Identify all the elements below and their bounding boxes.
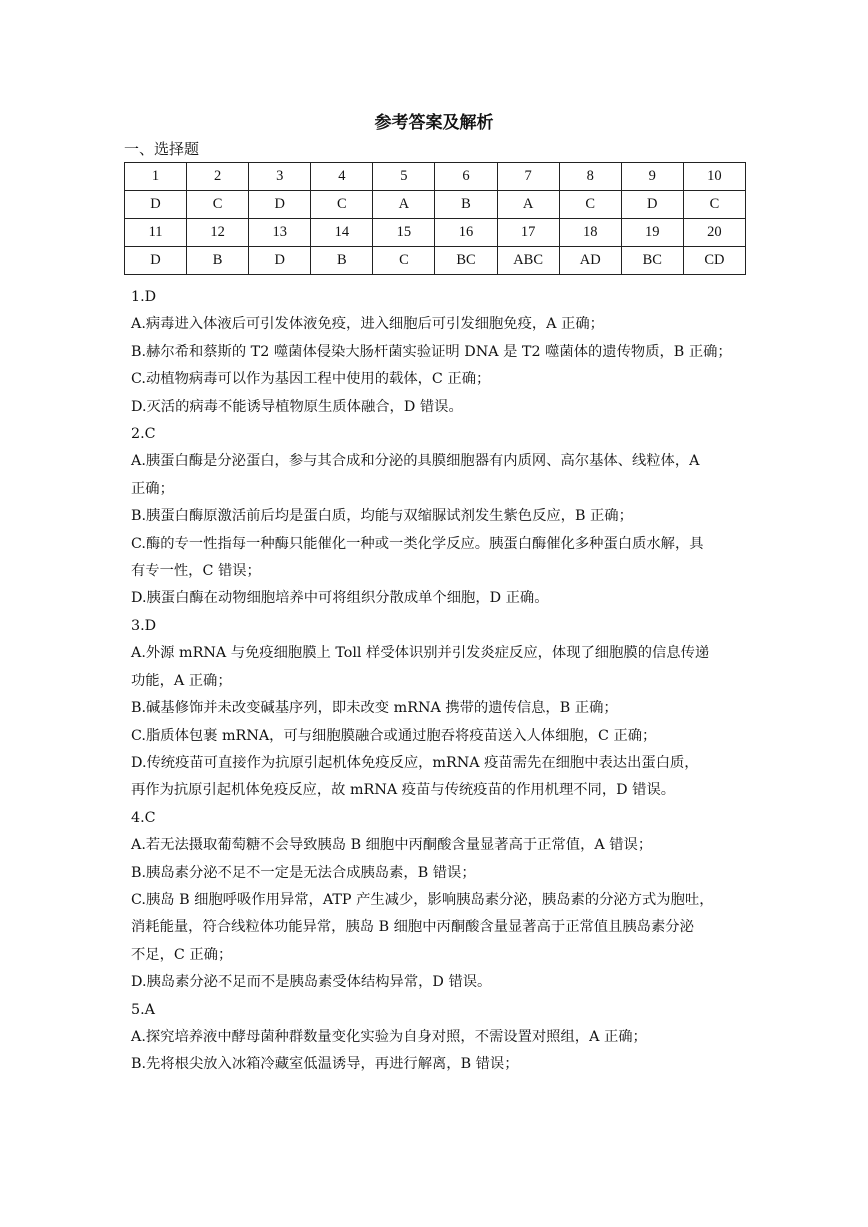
text-line: B.赫尔希和蔡斯的 T2 噬菌体侵染大肠杆菌实验证明 DNA 是 T2 噬菌体的遗传物质，B 正确； <box>131 343 732 360</box>
text-line: C.脂质体包裹 mRNA，可与细胞膜融合或通过胞吞将疫苗送入人体细胞，C 正确； <box>131 727 657 744</box>
text-line: 消耗能量，符合线粒体功能异常，胰岛 B 细胞中丙酮酸含量显著高于正常值且胰岛素分泌 <box>131 919 694 936</box>
text-line: 4.C <box>131 809 156 826</box>
text-line: 不足，C 正确； <box>131 946 233 963</box>
text-line: 正确； <box>131 480 174 497</box>
text-line: B.碱基修饰并未改变碱基序列，即未改变 mRNA 携带的遗传信息，B 正确； <box>131 700 618 717</box>
text-line: C.酶的专一性指每一种酶只能催化一种或一类化学反应。胰蛋白酶催化多种蛋白质水解，具 <box>131 535 704 552</box>
table-cell: D <box>125 191 187 219</box>
table-cell: 16 <box>435 219 497 247</box>
text-line: B.先将根尖放入冰箱冷藏室低温诱导，再进行解离，B 错误； <box>131 1056 519 1073</box>
table-cell: A <box>497 191 559 219</box>
table-cell: C <box>559 191 621 219</box>
table-cell: C <box>311 191 373 219</box>
table-row <box>125 163 746 191</box>
table-cell: 19 <box>621 219 683 247</box>
text-line: A.探究培养液中酵母菌种群数量变化实验为自身对照，不需设置对照组，A 正确； <box>131 1028 647 1045</box>
table-cell: 7 <box>497 163 559 191</box>
table-cell: D <box>125 247 187 275</box>
table-cell: CD <box>683 247 745 275</box>
table-row <box>125 191 746 219</box>
table-cell: 1 <box>125 163 187 191</box>
table-cell: 11 <box>125 219 187 247</box>
table-cell: B <box>187 247 249 275</box>
text-line: C.胰岛 B 细胞呼吸作用异常，ATP 产生减少，影响胰岛素分泌，胰岛素的分泌方式为胞吐， <box>131 891 714 908</box>
text-line: B.胰岛素分泌不足不一定是无法合成胰岛素，B 错误； <box>131 864 476 881</box>
page-title: 参考答案及解析 <box>374 113 494 133</box>
table-cell: 2 <box>187 163 249 191</box>
table-cell: C <box>187 191 249 219</box>
table-cell: D <box>249 247 311 275</box>
text-line: 2.C <box>131 426 156 443</box>
text-line: 功能，A 正确； <box>131 672 232 689</box>
table-cell: 20 <box>683 219 745 247</box>
table-cell: D <box>621 191 683 219</box>
table-cell: C <box>683 191 745 219</box>
table-cell: BC <box>621 247 683 275</box>
table-cell: 6 <box>435 163 497 191</box>
table-cell: 5 <box>373 163 435 191</box>
table-cell: C <box>373 247 435 275</box>
answer-table <box>124 162 746 275</box>
table-cell: B <box>311 247 373 275</box>
table-cell: 10 <box>683 163 745 191</box>
text-line: A.外源 mRNA 与免疫细胞膜上 Toll 样受体识别并引发炎症反应，体现了细胞膜的信息传递 <box>131 645 710 662</box>
text-line: D.胰岛素分泌不足而不是胰岛素受体结构异常，D 错误。 <box>131 974 492 991</box>
text-line: A.若无法摄取葡萄糖不会导致胰岛 B 细胞中丙酮酸含量显著高于正常值，A 错误； <box>131 837 653 854</box>
text-line: 再作为抗原引起机体免疫反应，故 mRNA 疫苗与传统疫苗的作用机理不同，D 错误。 <box>131 782 676 799</box>
text-line: 1.D <box>131 289 157 305</box>
table-cell: 3 <box>249 163 311 191</box>
text-line: C.动植物病毒可以作为基因工程中使用的载体，C 正确； <box>131 371 491 388</box>
text-line: D.灭活的病毒不能诱导植物原生质体融合，D 错误。 <box>131 398 463 415</box>
section-heading: 一、选择题 <box>124 140 200 158</box>
table-cell: 8 <box>559 163 621 191</box>
table-cell: A <box>373 191 435 219</box>
table-cell: 17 <box>497 219 559 247</box>
table-cell: 9 <box>621 163 683 191</box>
table-cell: 13 <box>249 219 311 247</box>
table-row <box>125 219 746 247</box>
table-cell: 4 <box>311 163 373 191</box>
text-line: A.病毒进入体液后可引发体液免疫，进入细胞后可引发细胞免疫，A 正确； <box>131 316 604 333</box>
text-line: 5.A <box>131 1001 155 1018</box>
table-cell: ABC <box>497 247 559 275</box>
table-cell: 14 <box>311 219 373 247</box>
table-cell: B <box>435 191 497 219</box>
table-row <box>125 247 746 275</box>
table-cell: AD <box>559 247 621 275</box>
table-cell: 12 <box>187 219 249 247</box>
text-line: A.胰蛋白酶是分泌蛋白，参与其合成和分泌的具膜细胞器有内质网、高尔基体、线粒体，A <box>131 453 700 470</box>
text-line: B.胰蛋白酶原激活前后均是蛋白质，均能与双缩脲试剂发生紫色反应，B 正确； <box>131 508 633 525</box>
text-line: D.胰蛋白酶在动物细胞培养中可将组织分散成单个细胞，D 正确。 <box>131 590 549 607</box>
explanation-text <box>131 284 751 1079</box>
text-line: 3.D <box>131 617 157 634</box>
table-cell: D <box>249 191 311 219</box>
text-line: D.传统疫苗可直接作为抗原引起机体免疫反应，mRNA 疫苗需先在细胞中表达出蛋白质， <box>131 754 699 771</box>
table-cell: 18 <box>559 219 621 247</box>
text-line: 有专一性，C 错误； <box>131 563 261 580</box>
table-cell: BC <box>435 247 497 275</box>
table-cell: 15 <box>373 219 435 247</box>
